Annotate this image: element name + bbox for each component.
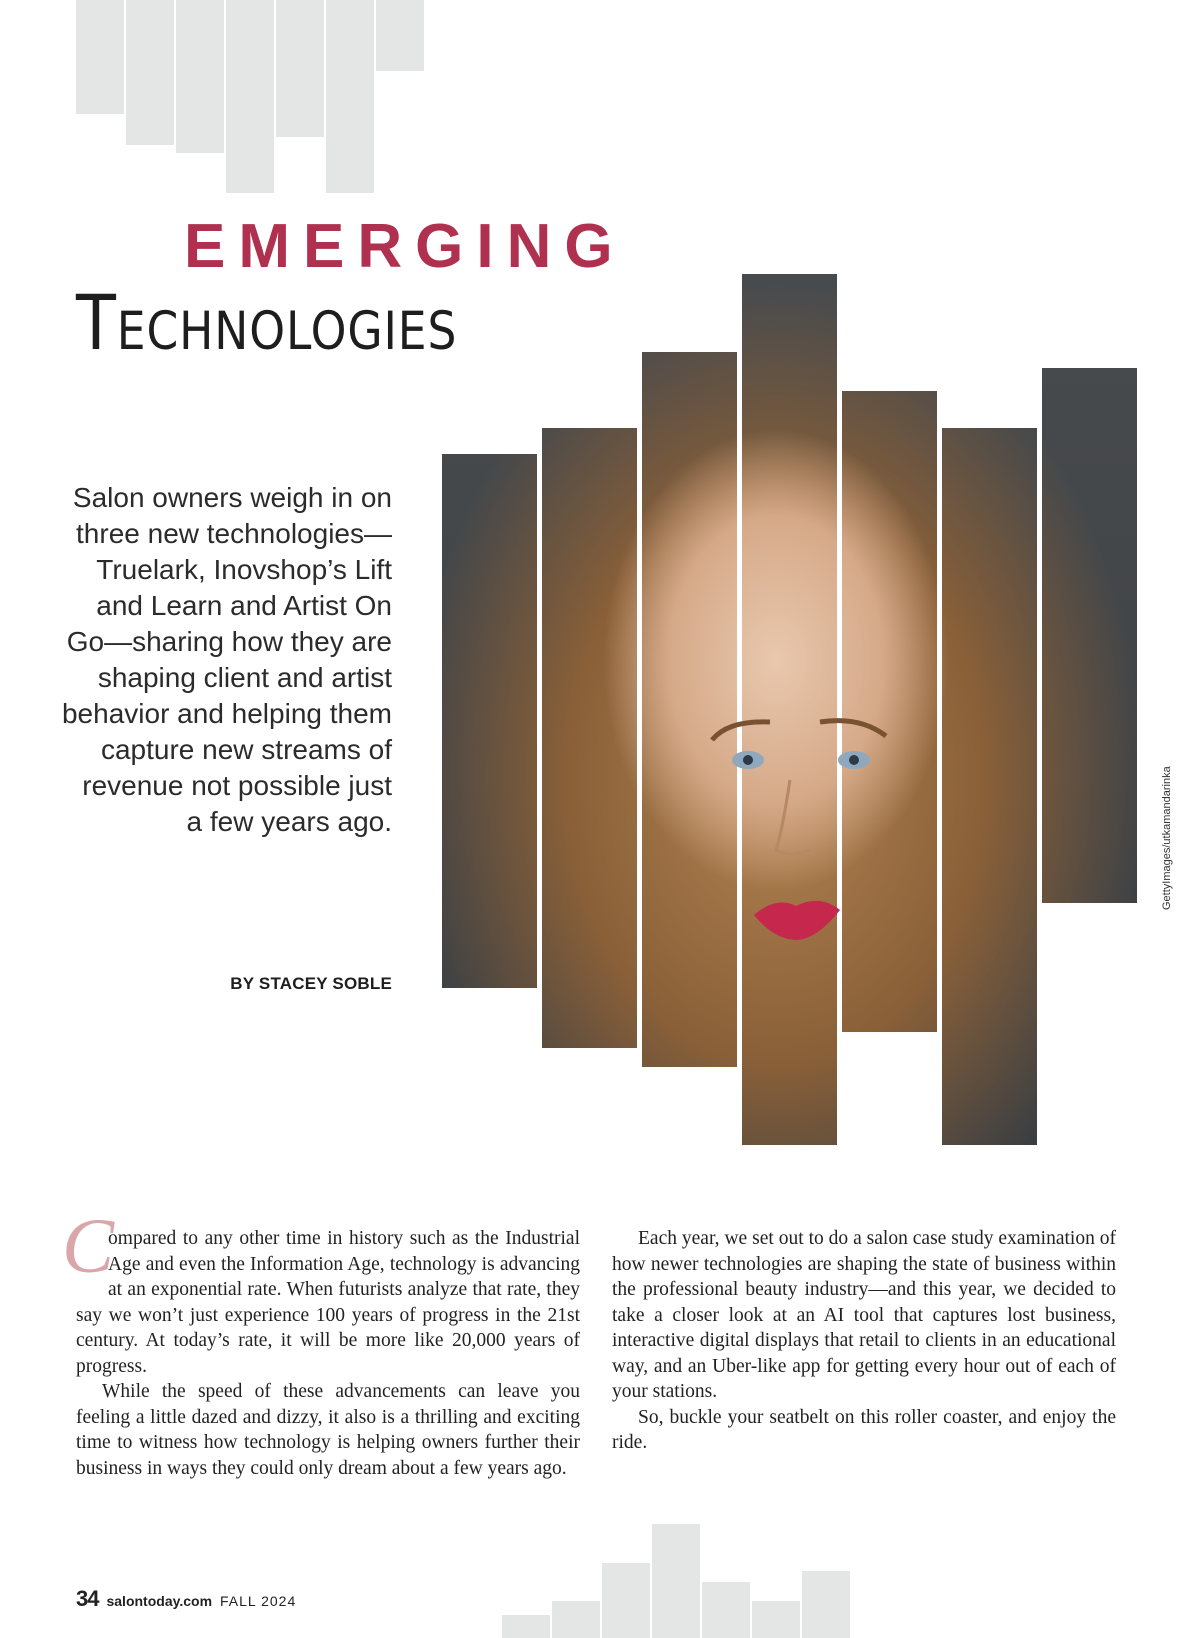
body-paragraph: While the speed of these advancements can leave you feeling a little dazed and dizzy, it also is a thrilling and exciting time to witness how technology is helping owners further their business in ways they could only dream about a few years ago. <box>76 1381 580 1479</box>
body-paragraph-text: ompared to any other time in history such as the Industrial Age and even the Information Age, technology is advancing at an exponential rate. When futurists analyze that rate, they say we won’t just experience 100 years of progress in the 21st century. At today’s rate, it will be more like 20,000 years of progress. <box>76 1228 580 1377</box>
photo-strip <box>1042 368 1137 903</box>
byline: BY STACEY SOBLE <box>230 974 392 993</box>
photo-strip <box>642 352 737 1067</box>
deck-text: Salon owners weigh in on three new technologies—Truelark, Inovshop’s Lift and Learn and Artist On Go—sharing how they are shaping client and artist behavior and helping them capture new streams of revenue not possible just a few years ago. <box>61 482 392 837</box>
deco-bar-bottom-5 <box>702 1582 750 1638</box>
body-paragraph: So, buckle your seatbelt on this roller coaster, and enjoy the ride. <box>612 1406 1116 1453</box>
deco-bar-bottom-7 <box>802 1571 850 1638</box>
body-paragraph: Each year, we set out to do a salon case study examination of how newer technologies are shaping the state of business within the professional beauty industry—and this year, we decided to take a closer look at an AI tool that captures lost business, interactive digital displays that retail to clients in an educational way, and an Uber-like app for getting every hour out of each of your stations. <box>612 1228 1116 1402</box>
photo-strip <box>842 391 937 1032</box>
body-column-left <box>62 1202 580 1481</box>
folio <box>76 1586 296 1612</box>
photo-strip <box>942 428 1037 1145</box>
photo-strip <box>542 428 637 1048</box>
photo-strip <box>442 454 537 988</box>
deco-bar-bottom-6 <box>752 1601 800 1638</box>
photo-strip <box>742 274 837 1145</box>
deco-bar-bottom-1 <box>502 1615 550 1638</box>
photo-credit: GettyImages/utkamandarinka <box>1161 766 1173 910</box>
deco-bar-top-4 <box>226 0 274 193</box>
deco-bar-bottom-4 <box>652 1524 700 1638</box>
site-link[interactable]: salontoday.com <box>106 1593 213 1609</box>
deco-bar-top-5 <box>276 0 324 137</box>
body-paragraph <box>62 1202 580 1379</box>
issue-label: FALL 2024 <box>220 1593 297 1609</box>
deco-bar-top-6 <box>326 0 374 193</box>
deco-bar-bottom-3 <box>602 1563 650 1638</box>
drop-cap: C <box>62 1202 115 1289</box>
deco-bar-bottom-2 <box>552 1601 600 1638</box>
deco-bar-top-7 <box>376 0 424 71</box>
deco-bar-top-2 <box>126 0 174 145</box>
deco-bar-top-1 <box>76 0 124 114</box>
headline-title: Technologies <box>76 278 458 367</box>
body-column-right <box>612 1226 1116 1456</box>
deco-bar-top-3 <box>176 0 224 153</box>
headline-kicker: EMERGING <box>184 212 626 281</box>
page-number: 34 <box>76 1586 99 1611</box>
